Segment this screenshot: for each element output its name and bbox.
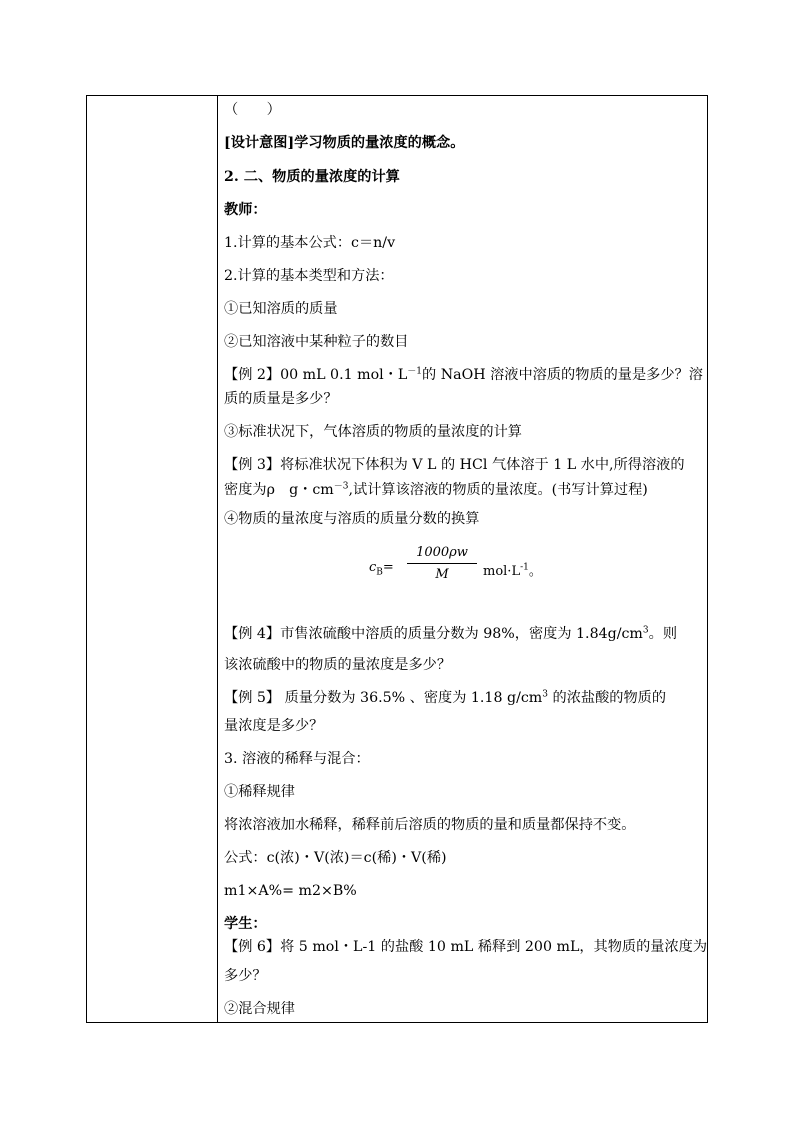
formula-numerator: 1000ρw: [416, 545, 468, 560]
dilution-explanation: 将浓溶液加水稀释，稀释前后溶质的物质的量和质量都保持不变。: [224, 817, 636, 833]
student-label: 学生：: [224, 916, 267, 932]
example-5-sup: 3: [542, 689, 548, 700]
example-5-text-b: 的浓盐酸的物质的: [548, 690, 667, 706]
conversion-heading: ④物质的量浓度与溶质的质量分数的换算: [224, 511, 480, 527]
example-5-line-1: [224, 688, 666, 708]
example-6-line-1: 【例 6】将 5 mol・L-1 的盐酸 10 mL 稀释到 200 mL，其物质的量浓度为: [224, 939, 708, 955]
example-6-line-2: 多少？: [224, 968, 267, 984]
design-intent: [224, 133, 464, 153]
teacher-label: 教师：: [224, 202, 267, 218]
formula-tail: 。: [528, 564, 542, 579]
example-2-text-a: 【例 2】00 mL 0.1 mol・L: [224, 367, 408, 383]
design-intent-text: [设计意图]学习物质的量浓度的概念。: [224, 135, 465, 151]
mixing-rule: ②混合规律: [224, 1001, 295, 1017]
example-5-text-a: 【例 5】 质量分数为 36.5% 、密度为 1.18 g/cm: [224, 690, 543, 706]
known-particles: ②已知溶液中某种粒子的数目: [224, 334, 409, 350]
formula-lhs: [369, 560, 394, 578]
gas-solute-heading: ③标准状况下，气体溶质的物质的量浓度的计算: [224, 424, 522, 440]
known-mass: ①已知溶质的质量: [224, 301, 338, 317]
example-4-sup: 3: [642, 625, 649, 636]
answer-blank: （ ）: [224, 102, 281, 118]
example-2-sup: －1: [407, 366, 422, 377]
formula-sub: B: [376, 567, 383, 578]
example-4-line-1: [224, 624, 677, 644]
left-column-cell: [87, 96, 218, 1022]
dilution-formula: 公式：c(浓)・V(浓)＝c(稀)・V(稀): [224, 850, 447, 866]
example-4-text-a: 【例 4】市售浓硫酸中溶质的质量分数为 98%，密度为 1.84g/cm: [224, 626, 643, 642]
document-table: [86, 95, 708, 1023]
formula-eq: =: [382, 560, 394, 575]
concentration-formula: [369, 544, 569, 594]
section-heading: 2. 二、物质的量浓度的计算: [224, 169, 400, 185]
example-2-text-b: 的 NaOH 溶液中溶质的物质的量是多少？溶: [422, 367, 703, 383]
example-3-line-1: 【例 3】将标准状况下体积为 V L 的 HCl 气体溶于 1 L 水中,所得溶液的: [224, 457, 685, 473]
example-2-line-1: [224, 365, 703, 385]
example-4-text-b: 。则: [648, 626, 678, 642]
example-3-text-b: ,试计算该溶液的物质的量浓度。(书写计算过程): [348, 482, 648, 498]
example-4-line-2: 该浓硫酸中的物质的量浓度是多少？: [224, 657, 452, 673]
dilution-heading: 3. 溶液的稀释与混合：: [224, 751, 370, 767]
formula-fraction: [407, 544, 477, 584]
types-methods: 2.计算的基本类型和方法：: [224, 268, 394, 284]
fraction-bar: [407, 563, 477, 564]
example-3-line-2: [224, 480, 648, 500]
formula-unit-sup: -1: [520, 562, 529, 573]
example-5-line-2: 量浓度是多少？: [224, 718, 324, 734]
example-3-sup: －3: [333, 481, 349, 492]
formula-denominator: M: [435, 567, 449, 582]
mass-fraction-formula: m1×A%= m2×B%: [224, 883, 357, 899]
formula-c: c: [369, 560, 377, 575]
example-2-line-2: 质的质量是多少？: [224, 391, 338, 407]
dilution-rule: ①稀释规律: [224, 784, 295, 800]
example-3-text-a: 密度为ρ g・cm: [224, 482, 334, 498]
formula-unit: mol·L: [483, 564, 521, 579]
formula-rhs: [483, 560, 542, 579]
basic-formula: 1.计算的基本公式：c＝n/v: [224, 235, 396, 251]
